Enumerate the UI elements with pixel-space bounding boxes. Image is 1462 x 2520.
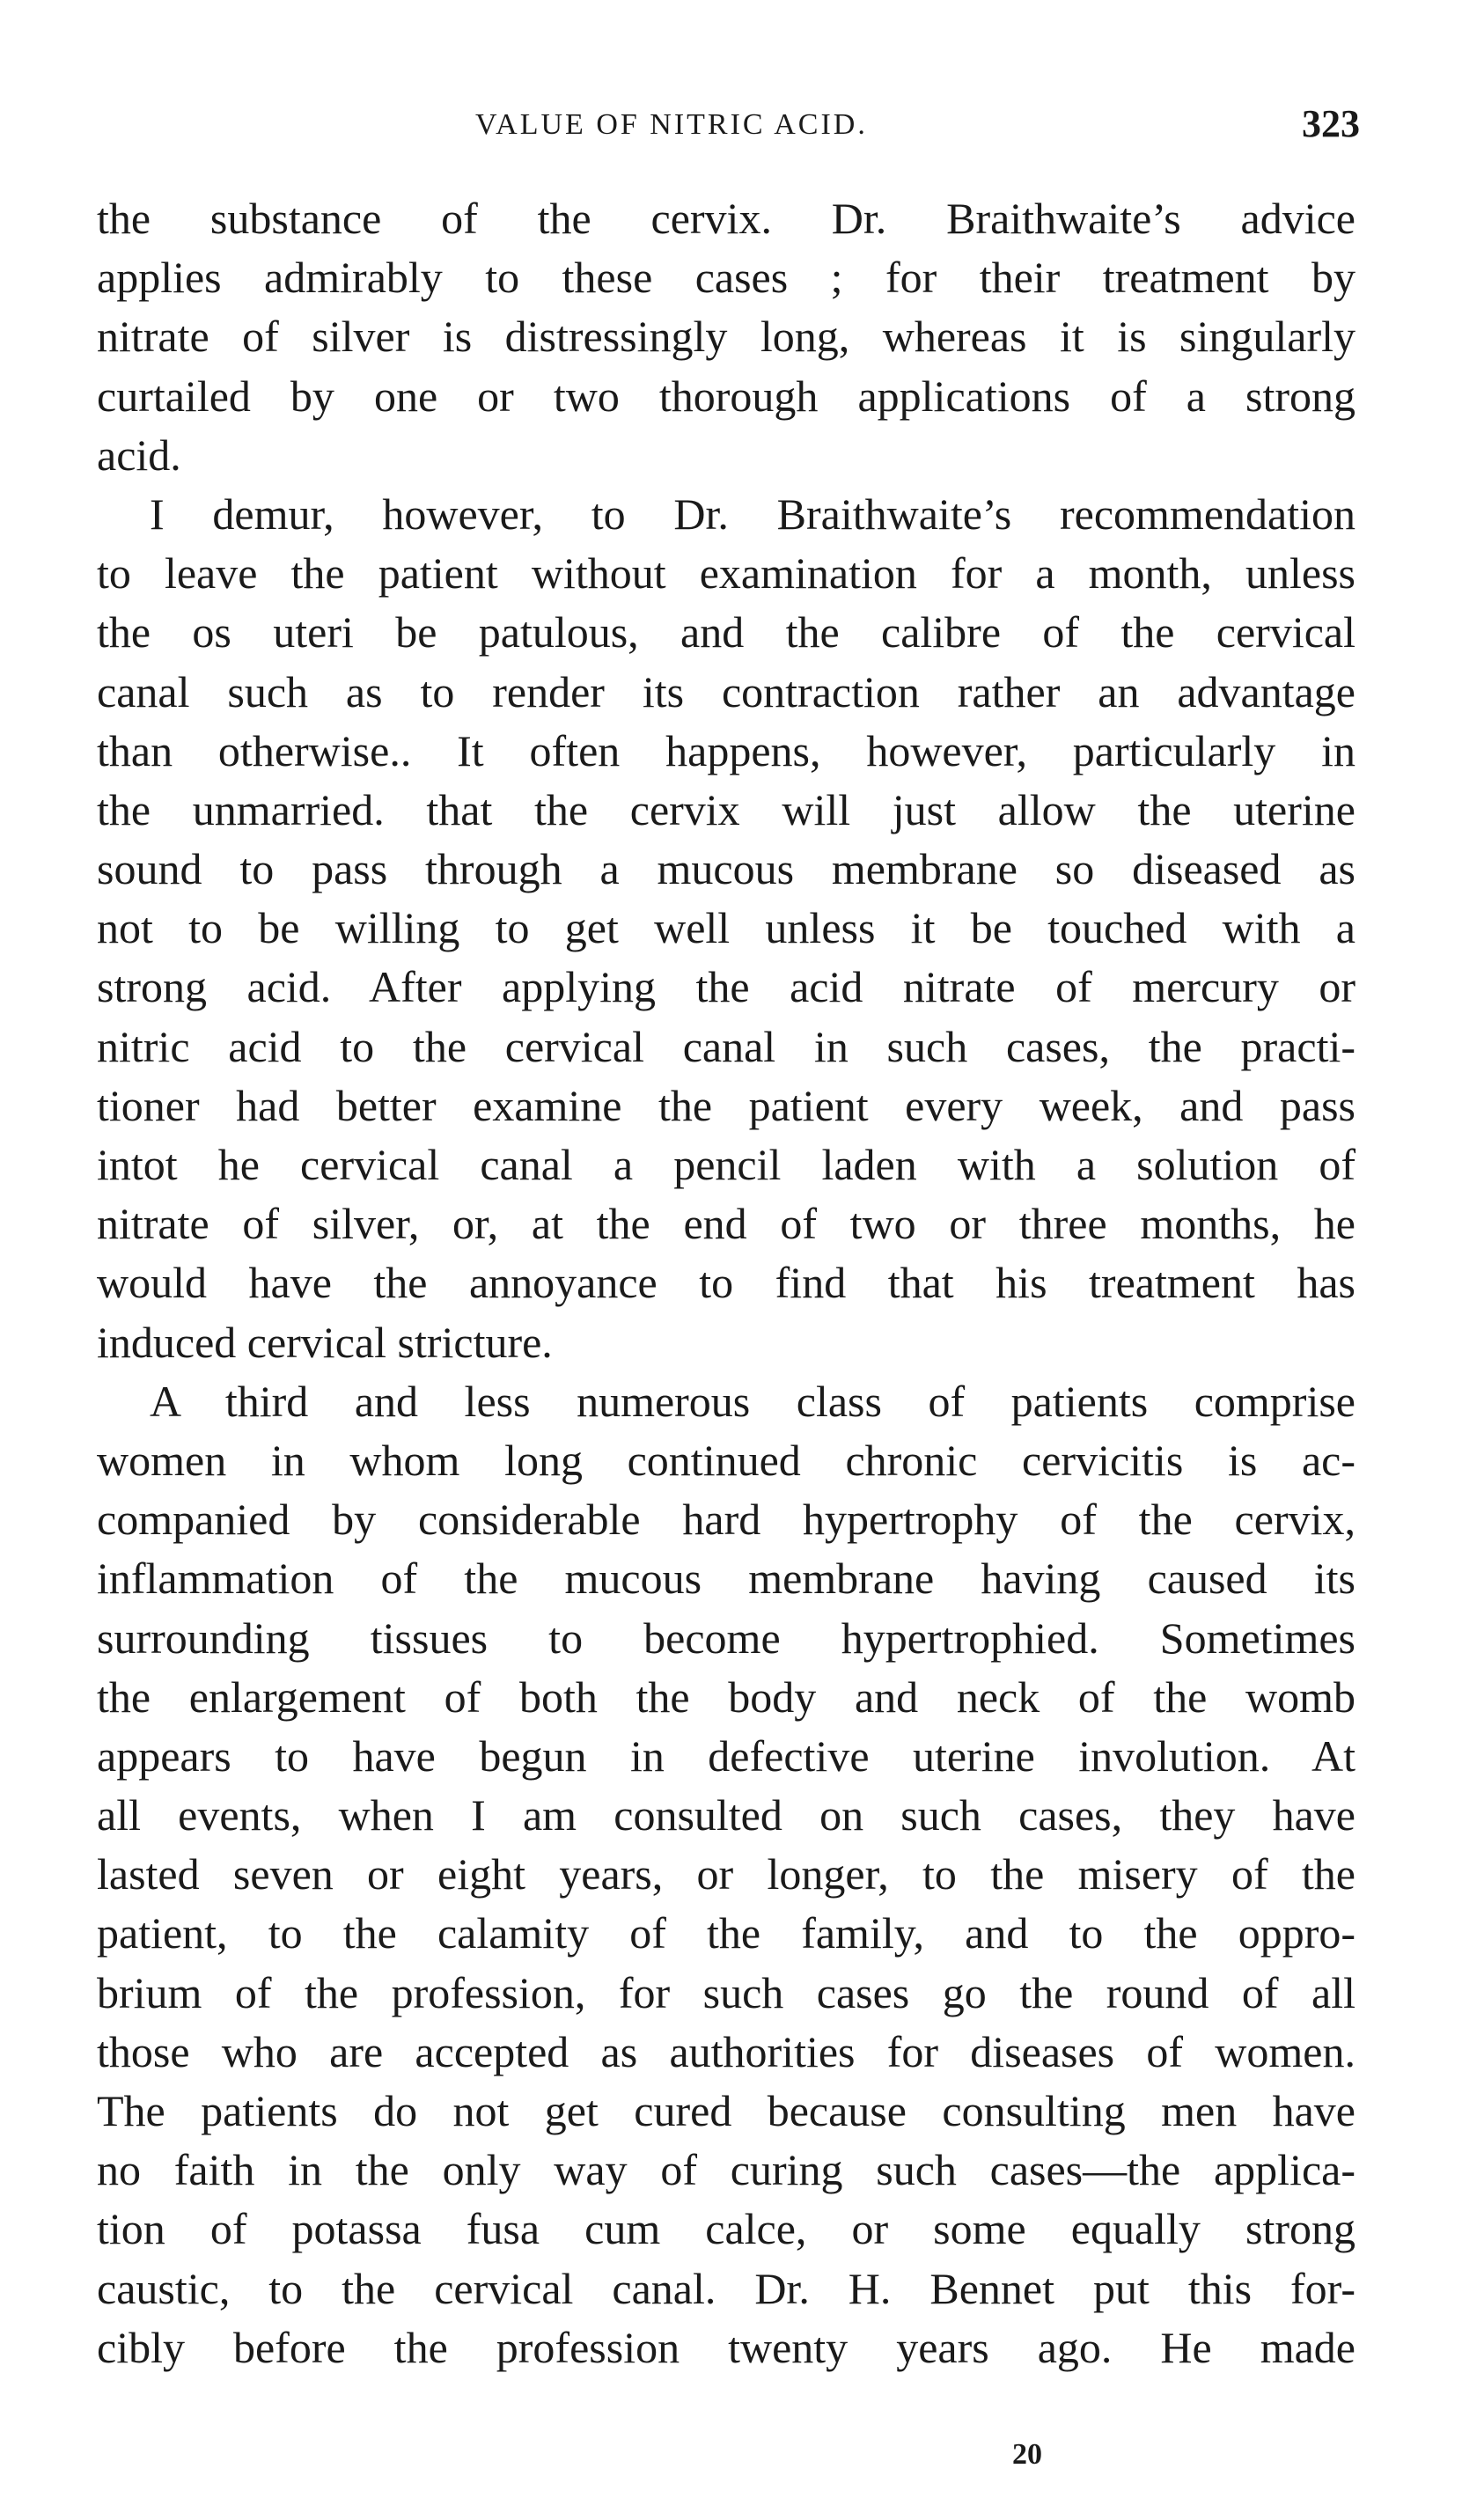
text-line: cibly before the profession twenty years ago. He made xyxy=(97,2322,1355,2372)
text-line: induced cervical stricture. xyxy=(97,1317,553,1367)
text-line: The patients do not get cured because consulting men have xyxy=(97,2086,1355,2135)
text-line: appears to have begun in defective uterine involution. At xyxy=(97,1730,1355,1781)
text-line: not to be willing to get well unless it be touched with a xyxy=(97,903,1355,953)
text-line: than otherwise.. It often happens, however, particularly in xyxy=(97,725,1355,775)
text-line: applies admirably to these cases ; for their treatment by xyxy=(97,253,1355,303)
text-line: caustic, to the cervical canal. Dr. H. Bennet put this for- xyxy=(97,2263,1355,2313)
text-line: strong acid. After applying the acid nitrate of mercury or xyxy=(97,962,1355,1012)
text-line: all events, when I am consulted on such cases, they have xyxy=(97,1790,1355,1840)
text-line: tion of potassa fusa cum calce, or some equally strong xyxy=(97,2204,1355,2254)
text-line: inflammation of the mucous membrane having caused its xyxy=(97,1554,1355,1604)
text-line: nitrate of silver, or, at the end of two or three months, he xyxy=(97,1199,1355,1249)
paragraph xyxy=(97,189,1355,485)
text-line: A third and less numerous class of patients comprise xyxy=(150,1376,1355,1426)
running-title: VALUE OF NITRIC ACID. xyxy=(475,108,868,141)
text-line: to leave the patient without examination for a month, unless xyxy=(97,548,1355,599)
text-line: sound to pass through a mucous membrane so diseased as xyxy=(97,844,1355,894)
text-line: tioner had better examine the patient every week, and pass xyxy=(97,1080,1355,1130)
text-line: the os uteri be patulous, and the calibre of the cervical xyxy=(97,607,1355,658)
text-line: the unmarried. that the cervix will just allow the uterine xyxy=(97,784,1355,834)
text-line: the substance of the cervix. Dr. Braithwaite’s advice xyxy=(97,194,1355,243)
text-line: women in whom long continued chronic cervicitis is ac- xyxy=(97,1435,1355,1485)
text-line: patient, to the calamity of the family, and to the oppro- xyxy=(97,1908,1355,1958)
paragraph xyxy=(97,485,1355,1372)
page-number: 323 xyxy=(1302,102,1360,145)
text-line: brium of the profession, for such cases go the round of all xyxy=(97,1967,1355,2017)
text-line: nitric acid to the cervical canal in such cases, the practi- xyxy=(97,1021,1355,1071)
text-line: curtailed by one or two thorough applications of a strong xyxy=(97,371,1355,421)
text-line: no faith in the only way of curing such cases—the applica- xyxy=(97,2145,1355,2195)
text-line: would have the annoyance to find that his treatment has xyxy=(97,1258,1355,1308)
text-line: surrounding tissues to become hypertrophied. Sometimes xyxy=(97,1613,1355,1663)
text-line: acid. xyxy=(97,430,181,480)
text-line: companied by considerable hard hypertrophy of the cervix, xyxy=(97,1495,1355,1545)
signature-mark: 20 xyxy=(1012,2438,1042,2471)
running-head xyxy=(97,101,1369,154)
text-line: nitrate of silver is distressingly long, whereas it is singularly xyxy=(97,312,1355,362)
body-text xyxy=(97,189,1355,2377)
text-line: intot he cervical canal a pencil laden with a solution of xyxy=(97,1140,1355,1189)
text-line: I demur, however, to Dr. Braithwaite’s recommendation xyxy=(150,489,1355,539)
text-line: those who are accepted as authorities for diseases of women. xyxy=(97,2026,1355,2076)
paragraph xyxy=(97,1372,1355,2377)
text-line: the enlargement of both the body and neck of the womb xyxy=(97,1671,1355,1722)
text-line: lasted seven or eight years, or longer, to the misery of the xyxy=(97,1849,1355,1899)
text-line: canal such as to render its contraction rather an advantage xyxy=(97,666,1355,716)
